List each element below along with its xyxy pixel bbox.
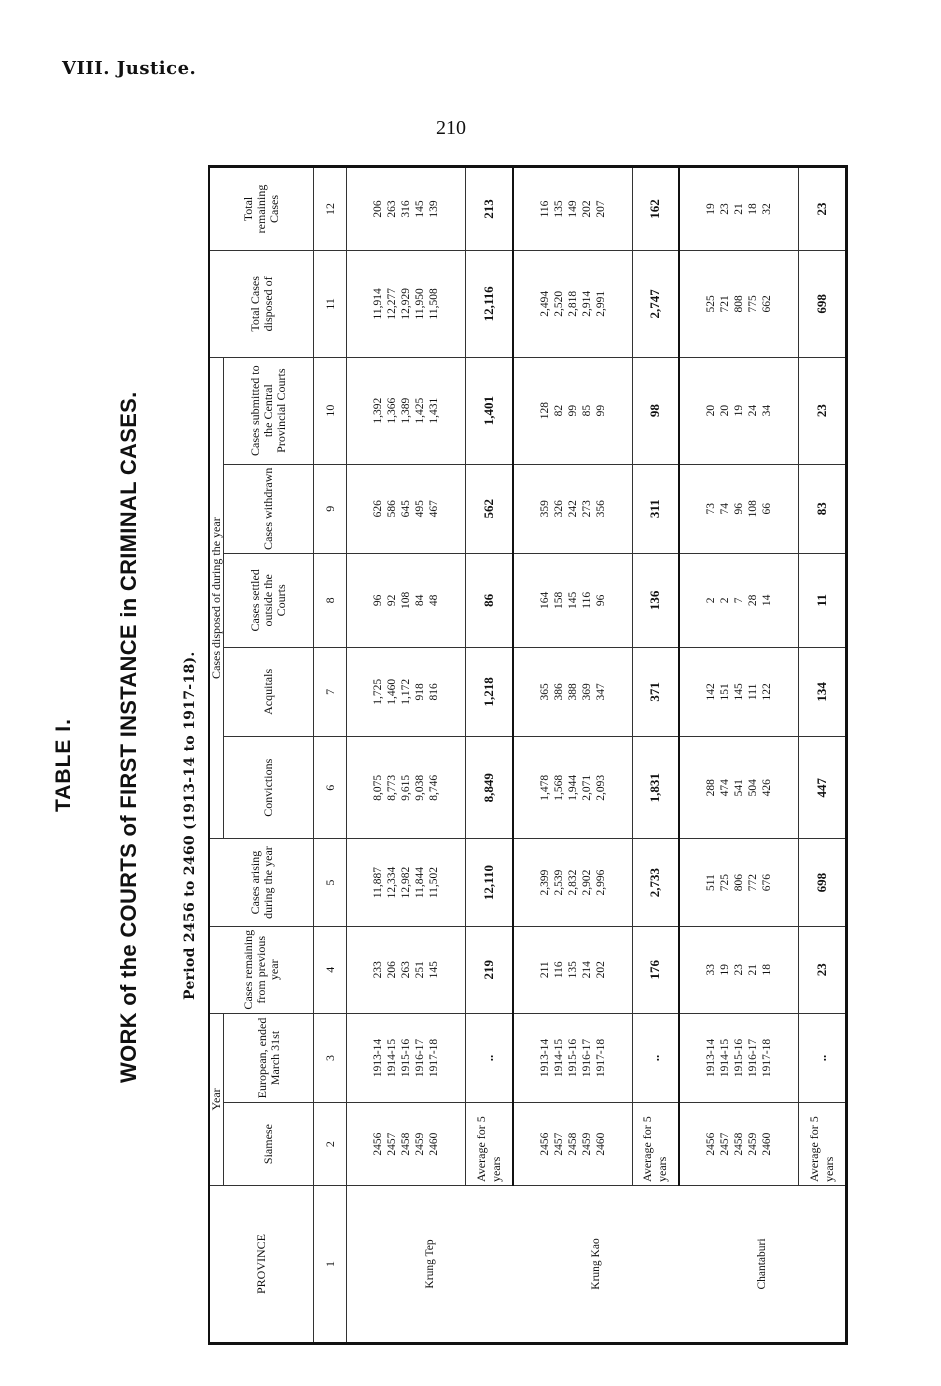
cell-arising [513, 839, 632, 926]
average-total-disposed: 12,116 [465, 250, 512, 357]
cell-value: 108 [747, 500, 760, 518]
cell-siamese [513, 1103, 632, 1186]
cell-value: 356 [594, 500, 607, 518]
province-data-row [679, 167, 798, 1344]
cell-total-disposed [347, 250, 466, 357]
cell-value: 206 [385, 961, 398, 979]
cell-value: 1914-15 [719, 1038, 732, 1078]
province-average-row [465, 167, 512, 1344]
cell-value: 1,431 [427, 397, 440, 424]
cell-value: 11,950 [413, 288, 426, 320]
cell-value: 33 [705, 963, 718, 976]
cell-value: 99 [566, 404, 579, 417]
cell-value: 21 [733, 203, 746, 215]
cell-convictions [679, 737, 798, 839]
cell-value: 207 [594, 200, 607, 218]
cell-submitted [347, 357, 466, 464]
col-number: 2 [314, 1103, 347, 1186]
cell-value: 2460 [761, 1132, 774, 1156]
cell-value: 108 [399, 591, 412, 609]
cell-arising [679, 839, 798, 926]
cell-value: 164 [538, 591, 551, 609]
cell-european [513, 1013, 632, 1102]
average-arising: 698 [799, 839, 847, 926]
average-label: Average for 5 years [632, 1103, 679, 1186]
table-container [208, 165, 848, 1345]
cell-value: 1,425 [413, 397, 426, 424]
cell-remaining-prev [513, 926, 632, 1013]
col-number: 5 [314, 839, 347, 926]
cell-convictions [513, 737, 632, 839]
average-acquittals: 371 [632, 647, 679, 736]
cell-value: 772 [747, 873, 760, 892]
cell-value: 96 [371, 594, 384, 607]
average-acquittals: 134 [799, 647, 847, 736]
col-number: 8 [314, 553, 347, 647]
cell-value: 66 [761, 503, 774, 515]
cell-total-remaining [513, 167, 632, 251]
header-arising: Cases arising during the year [209, 839, 314, 926]
cell-value: 426 [761, 779, 774, 797]
cell-acquittals [513, 647, 632, 736]
cell-value: 2,914 [580, 290, 593, 317]
province-average-row [799, 167, 847, 1344]
cell-value: 2458 [566, 1132, 579, 1156]
page-number: 210 [436, 117, 466, 139]
cell-value: 1914-15 [552, 1038, 565, 1078]
col-number: 7 [314, 647, 347, 736]
table-title: WORK of the COURTS of FIRST INSTANCE in CRIMINAL CASES. [116, 391, 141, 1083]
col-number: 6 [314, 737, 347, 839]
cell-value: 11,914 [371, 288, 384, 320]
cell-value: 8,075 [371, 774, 384, 801]
average-convictions: 1,831 [632, 737, 679, 839]
cell-value: 1,478 [538, 774, 551, 801]
col-number: 3 [314, 1013, 347, 1102]
cell-value: 18 [761, 963, 774, 976]
cell-value: 145 [427, 961, 440, 979]
cell-value: 233 [371, 961, 384, 979]
header-acquittals: Acquitals [224, 647, 314, 736]
cell-value: 211 [538, 961, 551, 979]
cell-value: 19 [733, 404, 746, 417]
cell-withdrawn [679, 464, 798, 553]
average-arising: 12,110 [465, 839, 512, 926]
cell-value: 135 [552, 200, 565, 218]
cell-value: 122 [761, 683, 774, 701]
cell-value: 2,996 [594, 869, 607, 896]
header-convictions: Convictions [224, 737, 314, 839]
cell-settled [513, 553, 632, 647]
cell-value: 73 [705, 503, 718, 515]
cell-value: 1913-14 [371, 1038, 384, 1078]
average-remaining-prev: 219 [465, 926, 512, 1013]
cell-value: 2457 [719, 1132, 732, 1156]
cell-value: 288 [705, 779, 718, 797]
average-european: .. [799, 1013, 847, 1102]
cell-value: 8,773 [385, 774, 398, 801]
cell-value: 2457 [385, 1132, 398, 1156]
cell-remaining-prev [679, 926, 798, 1013]
cell-value: 347 [594, 683, 607, 701]
average-total-disposed: 2,747 [632, 250, 679, 357]
cell-value: 1915-16 [733, 1038, 746, 1078]
average-convictions: 8,849 [465, 737, 512, 839]
cell-value: 142 [705, 683, 718, 701]
cell-value: 116 [552, 961, 565, 979]
cell-value: 18 [747, 203, 760, 215]
col-number: 12 [314, 167, 347, 251]
cell-value: 676 [761, 873, 774, 892]
cell-value: 92 [385, 594, 398, 607]
cell-value: 2,520 [552, 290, 565, 317]
cell-total-disposed [513, 250, 632, 357]
cell-value: 1,389 [399, 397, 412, 424]
average-remaining-prev: 176 [632, 926, 679, 1013]
cell-value: 369 [580, 683, 593, 701]
average-total-disposed: 698 [799, 250, 847, 357]
average-settled: 86 [465, 553, 512, 647]
col-number: 4 [314, 926, 347, 1013]
cell-value: 2,494 [538, 290, 551, 317]
cell-value: 23 [719, 203, 732, 215]
cell-value: 1,944 [566, 774, 579, 801]
cell-submitted [679, 357, 798, 464]
province-average-row [632, 167, 679, 1344]
cell-value: 1915-16 [399, 1038, 412, 1078]
col-number: 9 [314, 464, 347, 553]
cell-value: 2459 [747, 1132, 760, 1156]
header-disposed-group: Cases disposed of during the year [209, 357, 224, 839]
cell-value: 626 [371, 500, 384, 518]
cell-value: 145 [566, 591, 579, 609]
cell-total-disposed [679, 250, 798, 357]
header-withdrawn: Cases withdrawn [224, 464, 314, 553]
cell-value: 9,615 [399, 774, 412, 801]
cell-value: 1,568 [552, 774, 565, 801]
cell-value: 725 [719, 873, 732, 892]
average-total-remaining: 213 [465, 167, 512, 251]
col-number: 11 [314, 250, 347, 357]
cell-value: 145 [733, 683, 746, 701]
cell-value: 2 [705, 597, 718, 604]
cell-value: 2,902 [580, 869, 593, 896]
province-name: Chantaburi [679, 1185, 846, 1343]
cell-value: 128 [538, 402, 551, 420]
column-number-row [314, 167, 347, 1344]
cell-value: 158 [552, 591, 565, 609]
average-total-remaining: 162 [632, 167, 679, 251]
cell-value: 918 [413, 683, 426, 701]
cell-value: 365 [538, 683, 551, 701]
cell-value: 359 [538, 500, 551, 518]
cell-value: 24 [747, 404, 760, 417]
cell-value: 1915-16 [566, 1038, 579, 1078]
cell-value: 263 [385, 200, 398, 218]
cell-value: 2,399 [538, 869, 551, 896]
average-withdrawn: 83 [799, 464, 847, 553]
average-submitted: 23 [799, 357, 847, 464]
average-label: Average for 5 years [465, 1103, 512, 1186]
cell-value: 495 [413, 500, 426, 518]
cell-value: 12,929 [399, 288, 412, 320]
cell-value: 1,392 [371, 397, 384, 424]
cell-submitted [513, 357, 632, 464]
cell-value: 11,502 [427, 866, 440, 899]
cell-settled [347, 553, 466, 647]
cell-value: 2,991 [594, 290, 607, 317]
average-acquittals: 1,218 [465, 647, 512, 736]
cell-value: 1917-18 [761, 1038, 774, 1078]
cell-value: 511 [705, 874, 718, 891]
cell-value: 273 [580, 500, 593, 518]
cell-value: 2459 [413, 1132, 426, 1156]
cell-value: 139 [427, 200, 440, 218]
col-number: 10 [314, 357, 347, 464]
cell-remaining-prev [347, 926, 466, 1013]
cell-acquittals [679, 647, 798, 736]
cell-convictions [347, 737, 466, 839]
cell-value: 541 [733, 779, 746, 797]
header-european: European, ended March 31st [224, 1013, 314, 1102]
cell-value: 1,725 [371, 678, 384, 705]
col-number: 1 [314, 1185, 347, 1343]
header-remaining-prev: Cases remaining from previous year [209, 926, 314, 1013]
average-withdrawn: 562 [465, 464, 512, 553]
cell-value: 96 [594, 594, 607, 607]
cell-value: 14 [761, 594, 774, 607]
cell-value: 2459 [580, 1132, 593, 1156]
cell-siamese [679, 1103, 798, 1186]
cell-value: 1913-14 [705, 1038, 718, 1078]
cell-value: 525 [705, 295, 718, 313]
header-province: PROVINCE [209, 1185, 314, 1343]
cell-value: 12,334 [385, 866, 398, 899]
cell-value: 263 [399, 961, 412, 979]
table-label: TABLE I. [52, 718, 75, 812]
cell-withdrawn [513, 464, 632, 553]
cell-value: 1916-17 [413, 1038, 426, 1078]
cell-value: 662 [761, 295, 774, 313]
cell-value: 2,071 [580, 774, 593, 801]
cell-value: 19 [705, 203, 718, 215]
cell-value: 9,038 [413, 774, 426, 801]
cell-value: 32 [761, 203, 774, 215]
average-label: Average for 5 years [799, 1103, 847, 1186]
cell-value: 1917-18 [594, 1038, 607, 1078]
cell-value: 11,508 [427, 288, 440, 320]
cell-total-remaining [679, 167, 798, 251]
cell-value: 84 [413, 594, 426, 607]
average-convictions: 447 [799, 737, 847, 839]
cell-acquittals [347, 647, 466, 736]
cell-value: 1917-18 [427, 1038, 440, 1078]
cell-value: 21 [747, 963, 760, 976]
cell-value: 242 [566, 500, 579, 518]
cell-european [347, 1013, 466, 1102]
cell-value: 7 [733, 597, 746, 604]
period-heading: Period 2456 to 2460 (1913-14 to 1917-18). [182, 651, 198, 1000]
cell-value: 20 [719, 404, 732, 417]
cell-value: 11,887 [371, 866, 384, 899]
average-settled: 136 [632, 553, 679, 647]
cell-siamese [347, 1103, 466, 1186]
average-remaining-prev: 23 [799, 926, 847, 1013]
cell-total-remaining [347, 167, 466, 251]
cell-value: 145 [413, 200, 426, 218]
cell-value: 74 [719, 503, 732, 515]
cell-value: 85 [580, 404, 593, 417]
province-name: Krung Kao [513, 1185, 680, 1343]
cell-value: 20 [705, 404, 718, 417]
cell-value: 775 [747, 295, 760, 313]
header-year: Year [209, 1013, 224, 1185]
cell-value: 806 [733, 873, 746, 892]
cell-value: 111 [747, 683, 760, 701]
cell-value: 82 [552, 404, 565, 417]
average-european: .. [465, 1013, 512, 1102]
cell-value: 99 [594, 404, 607, 417]
cell-value: 1,460 [385, 678, 398, 705]
province-data-row [347, 167, 466, 1344]
cell-value: 2,832 [566, 869, 579, 896]
cell-value: 474 [719, 779, 732, 797]
average-settled: 11 [799, 553, 847, 647]
cell-value: 2460 [594, 1132, 607, 1156]
average-withdrawn: 311 [632, 464, 679, 553]
cell-value: 116 [580, 591, 593, 609]
cell-value: 116 [538, 200, 551, 218]
cell-withdrawn [347, 464, 466, 553]
average-european: .. [632, 1013, 679, 1102]
cell-arising [347, 839, 466, 926]
cell-value: 1916-17 [747, 1038, 760, 1078]
cell-value: 2457 [552, 1132, 565, 1156]
cell-value: 1913-14 [538, 1038, 551, 1078]
cell-value: 8,746 [427, 774, 440, 801]
cell-value: 808 [733, 295, 746, 313]
cell-value: 2,818 [566, 290, 579, 317]
cell-value: 816 [427, 683, 440, 701]
average-total-remaining: 23 [799, 167, 847, 251]
cell-value: 645 [399, 500, 412, 518]
cell-value: 19 [719, 963, 732, 976]
cell-value: 202 [580, 200, 593, 218]
cell-value: 1916-17 [580, 1038, 593, 1078]
average-arising: 2,733 [632, 839, 679, 926]
cell-value: 2,539 [552, 869, 565, 896]
section-heading: VIII. Justice. [62, 58, 197, 79]
cell-value: 2456 [705, 1132, 718, 1156]
average-submitted: 98 [632, 357, 679, 464]
cell-value: 12,277 [385, 288, 398, 320]
cell-value: 586 [385, 500, 398, 518]
header-total-disposed: Total Cases disposed of [209, 250, 314, 357]
cell-value: 326 [552, 500, 565, 518]
header-total-remaining: Total remaining Cases [209, 167, 314, 251]
header-submitted: Cases submitted to the Central Provincial Courts [224, 357, 314, 464]
cell-european [679, 1013, 798, 1102]
cell-value: 135 [566, 961, 579, 979]
cell-value: 2456 [371, 1132, 384, 1156]
cell-value: 1914-15 [385, 1038, 398, 1078]
cell-value: 214 [580, 961, 593, 979]
cell-settled [679, 553, 798, 647]
cell-value: 2458 [733, 1132, 746, 1156]
province-data-row [513, 167, 632, 1344]
cell-value: 316 [399, 200, 412, 218]
cell-value: 202 [594, 961, 607, 979]
cell-value: 151 [719, 683, 732, 701]
cell-value: 48 [427, 594, 440, 607]
cell-value: 96 [733, 503, 746, 515]
cell-value: 206 [371, 200, 384, 218]
cell-value: 2460 [427, 1132, 440, 1156]
header-settled: Cases settled outside the Courts [224, 553, 314, 647]
criminal-cases-table [208, 165, 848, 1345]
cell-value: 149 [566, 200, 579, 218]
cell-value: 2458 [399, 1132, 412, 1156]
cell-value: 11,844 [413, 866, 426, 899]
province-name: Krung Tep [347, 1185, 513, 1343]
cell-value: 467 [427, 500, 440, 518]
cell-value: 386 [552, 683, 565, 701]
cell-value: 23 [733, 963, 746, 976]
cell-value: 34 [761, 404, 774, 417]
header-siamese: Siamese [224, 1103, 314, 1186]
cell-value: 1,366 [385, 397, 398, 424]
cell-value: 28 [747, 594, 760, 607]
cell-value: 2 [719, 597, 732, 604]
cell-value: 12,982 [399, 866, 412, 899]
cell-value: 721 [719, 295, 732, 313]
cell-value: 2,093 [594, 774, 607, 801]
cell-value: 251 [413, 961, 426, 979]
average-submitted: 1,401 [465, 357, 512, 464]
cell-value: 504 [747, 779, 760, 797]
cell-value: 1,172 [399, 678, 412, 705]
cell-value: 388 [566, 683, 579, 701]
cell-value: 2456 [538, 1132, 551, 1156]
